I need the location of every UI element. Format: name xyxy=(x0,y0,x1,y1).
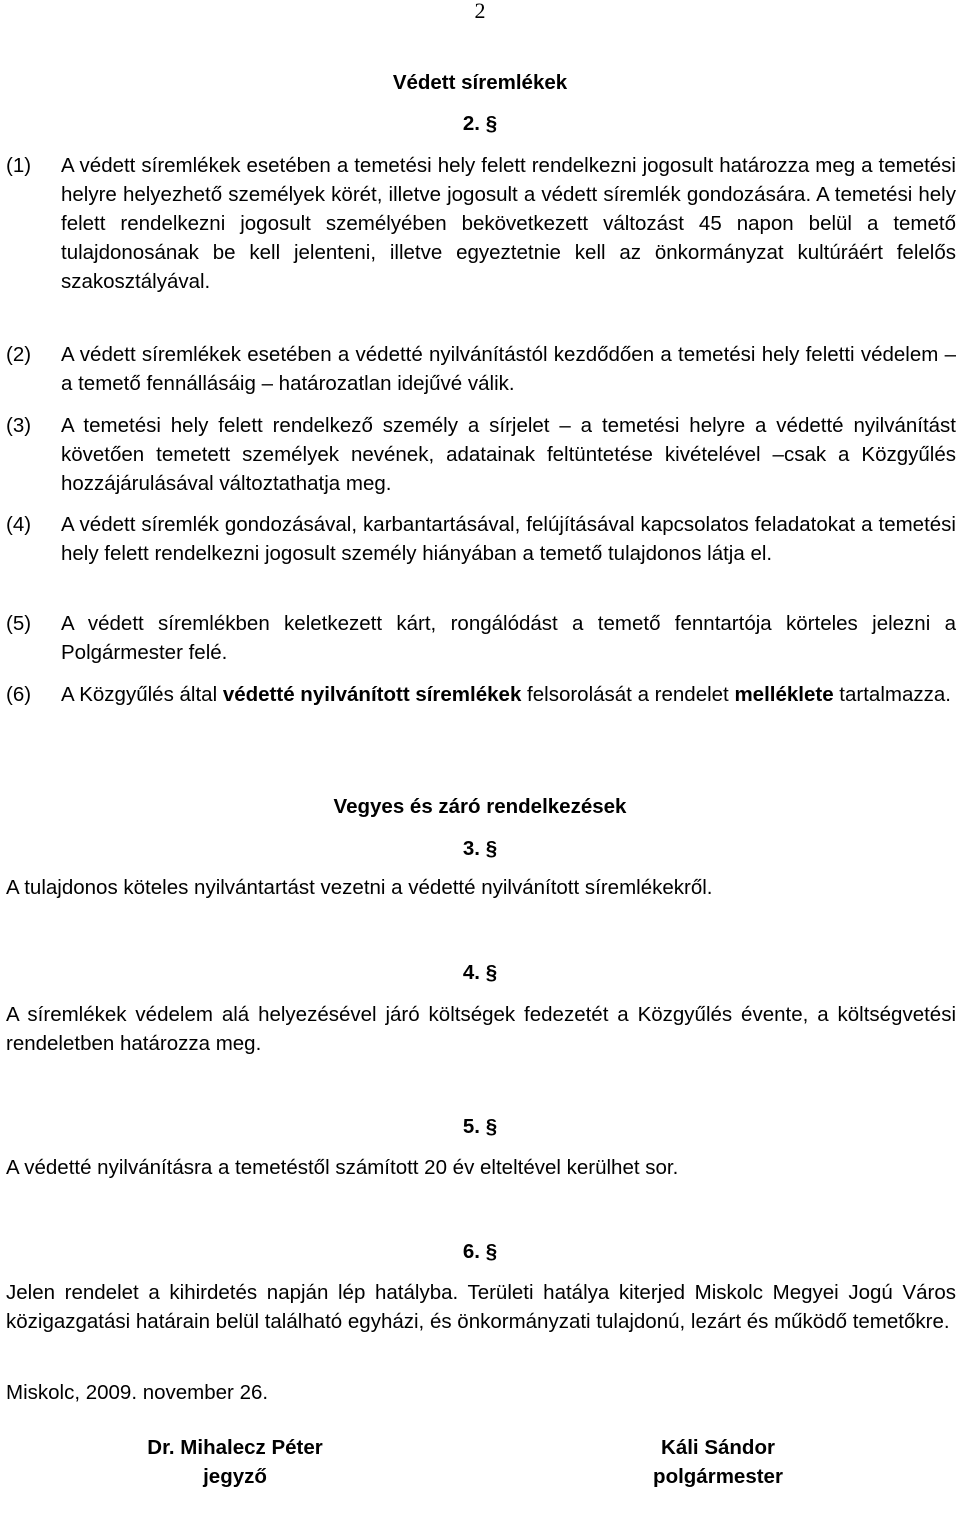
signature-block-mayor xyxy=(598,1433,838,1491)
item-number-4: (4) xyxy=(6,513,32,536)
section-symbol: § xyxy=(485,112,498,135)
section-symbol: § xyxy=(485,837,498,860)
item6-part3: tartalmazza. xyxy=(833,683,951,706)
item-number-2: (2) xyxy=(6,343,32,366)
paragraph-number: 3. xyxy=(462,837,480,860)
paragraph-text-6: Jelen rendelet a kihirdetés napján lép hatályba. Területi hatálya kiterjed Miskolc Megyei Jogú Város közigazgatási határain belül található egyházi, és önkormányzati tulajdonú, lezárt és működő temetőkre. xyxy=(6,1281,956,1333)
item6-part1: A Közgyűlés által xyxy=(61,683,223,706)
paragraph-heading-4 xyxy=(0,958,960,987)
signatory-name: Dr. Mihalecz Péter xyxy=(147,1436,323,1459)
paragraph-text-4: A síremlékek védelem alá helyezésével járó költségek fedezetét a Közgyűlés évente, a költségvetési rendeletben határozza meg. xyxy=(6,1003,956,1055)
section-symbol: § xyxy=(485,961,498,984)
section-title-final-provisions: Vegyes és záró rendelkezések xyxy=(333,795,627,818)
item-text-4: A védett síremlék gondozásával, karbantartásával, felújításával kapcsolatos feladatokat a temetési hely felett rendelkezni jogosult személy hiányában a temető tulajdonos látja el. xyxy=(61,513,956,565)
item-number-5: (5) xyxy=(6,612,32,635)
item6-part2: felsorolását a rendelet xyxy=(521,683,735,706)
item-number-6: (6) xyxy=(6,683,32,706)
signatory-name: Káli Sándor xyxy=(661,1436,775,1459)
item-text-3: A temetési hely felett rendelkező személy a sírjelet – a temetési helyre a védetté nyilvánítást követően temetett személyek nevének, adatainak feltüntetése kivételével –csak a Közgyűlés hozzájárulásával változtathatja meg. xyxy=(61,414,956,495)
paragraph-heading-2 xyxy=(0,109,960,138)
paragraph-heading-5 xyxy=(0,1112,960,1141)
paragraph-number: 6. xyxy=(462,1240,480,1263)
signature-block-notary xyxy=(100,1433,370,1491)
item-text-5: A védett síremlékben keletkezett kárt, rongálódást a temető fenntartója körteles jelezni a Polgármester felé. xyxy=(61,612,956,664)
paragraph-number: 4. xyxy=(462,961,480,984)
item6-bold-annex: melléklete xyxy=(734,683,834,706)
paragraph-text-3: A tulajdonos köteles nyilvántartást vezetni a védetté nyilvánított síremlékekről. xyxy=(6,876,713,899)
section-symbol: § xyxy=(485,1240,498,1263)
paragraph-number: 5. xyxy=(462,1115,480,1138)
place-and-date: Miskolc, 2009. november 26. xyxy=(6,1381,269,1404)
item-number-1: (1) xyxy=(6,154,32,177)
section-title-protected-tombstones: Védett síremlékek xyxy=(392,71,568,94)
section-symbol: § xyxy=(485,1115,498,1138)
paragraph-heading-3 xyxy=(0,834,960,863)
signatory-role: polgármester xyxy=(653,1465,783,1488)
paragraph-heading-6 xyxy=(0,1237,960,1266)
signatory-role: jegyző xyxy=(203,1465,267,1488)
item-text-2: A védett síremlékek esetében a védetté nyilvánítástól kezdődően a temetési hely feletti védelem – a temető fennállásáig – határozatlan idejűvé válik. xyxy=(61,343,956,395)
page-number: 2 xyxy=(474,0,486,23)
item-text-6 xyxy=(61,680,956,709)
paragraph-number: 2. xyxy=(462,112,480,135)
item6-bold-protected: védetté nyilvánított síremlékek xyxy=(222,683,522,706)
item-text-1: A védett síremlékek esetében a temetési hely felett rendelkezni jogosult határozza meg a temetési helyre helyezhető személyek körét, illetve jogosult a védett síremlék gondozására. A temetési hely felett rendelkezni jogosult személyében bekövetkezett változást 45 napon belül a temető tulajdonosának be kell jelenteni, illetve egyeztetnie kell az önkormányzat kultúráért felelős szakosztályával. xyxy=(61,154,956,293)
item-number-3: (3) xyxy=(6,414,32,437)
paragraph-text-5: A védetté nyilvánításra a temetéstől számított 20 év elteltével kerülhet sor. xyxy=(6,1156,679,1179)
